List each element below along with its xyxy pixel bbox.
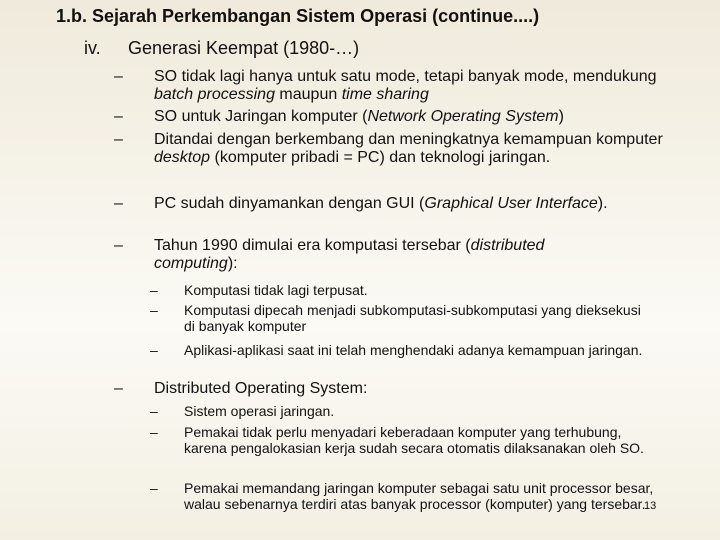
bullet-text: Ditandai dengan berkembang dan meningkatnya kemampuan komputer desktop (komputer pribadi = PC) dan teknologi jaringan. bbox=[154, 131, 663, 166]
section-number: iv. bbox=[84, 38, 101, 58]
bullet-dash: – bbox=[114, 108, 123, 125]
bullet-text: Distributed Operating System: bbox=[154, 380, 368, 397]
sub-bullet-dash: – bbox=[150, 480, 158, 496]
bullet-text: SO untuk Jaringan komputer (Network Operating System) bbox=[154, 108, 564, 125]
sub-bullet-text: Sistem operasi jaringan. bbox=[184, 403, 335, 419]
sub-bullet-text: Aplikasi-aplikasi saat ini telah menghendaki adanya kemampuan jaringan. bbox=[184, 342, 643, 358]
slide-title: 1.b. Sejarah Perkembangan Sistem Operasi (continue....) bbox=[56, 6, 540, 26]
sub-bullet-dash: – bbox=[150, 302, 158, 318]
bullet-dash: – bbox=[114, 237, 123, 254]
sub-bullet-dash: – bbox=[150, 424, 158, 440]
bullet-text: Tahun 1990 dimulai era komputasi tersebar (distributed computing): bbox=[154, 237, 545, 272]
bullet-dash: – bbox=[114, 131, 123, 148]
sub-bullet-text: Pemakai tidak perlu menyadari keberadaan komputer yang terhubung, karena pengalokasian kerja sudah secara otomatis dilaksanakan oleh SO. bbox=[184, 424, 644, 456]
sub-bullet-dash: – bbox=[150, 403, 158, 419]
page-number: 13 bbox=[644, 500, 657, 512]
bullet-dash: – bbox=[114, 380, 123, 397]
sub-bullet-dash: – bbox=[150, 282, 158, 298]
bullet-dash: – bbox=[114, 195, 123, 212]
sub-bullet-text: Komputasi dipecah menjadi subkomputasi-subkomputasi yang dieksekusi di banyak komputer bbox=[184, 302, 641, 334]
sub-bullet-text: Komputasi tidak lagi terpusat. bbox=[184, 282, 368, 298]
bullet-dash: – bbox=[114, 68, 123, 85]
bullet-text: SO tidak lagi hanya untuk satu mode, tetapi banyak mode, mendukung batch processing maupun time sharing bbox=[154, 68, 657, 103]
section-title: Generasi Keempat (1980-…) bbox=[128, 38, 360, 58]
bullet-text: PC sudah dinyamankan dengan GUI (Graphical User Interface). bbox=[154, 195, 608, 212]
sub-bullet-text: Pemakai memandang jaringan komputer sebagai satu unit processor besar, walau sebenarnya terdiri atas banyak processor (komputer) yang tersebar. bbox=[184, 480, 654, 512]
section-heading bbox=[84, 38, 359, 59]
sub-bullet-dash: – bbox=[150, 342, 158, 358]
